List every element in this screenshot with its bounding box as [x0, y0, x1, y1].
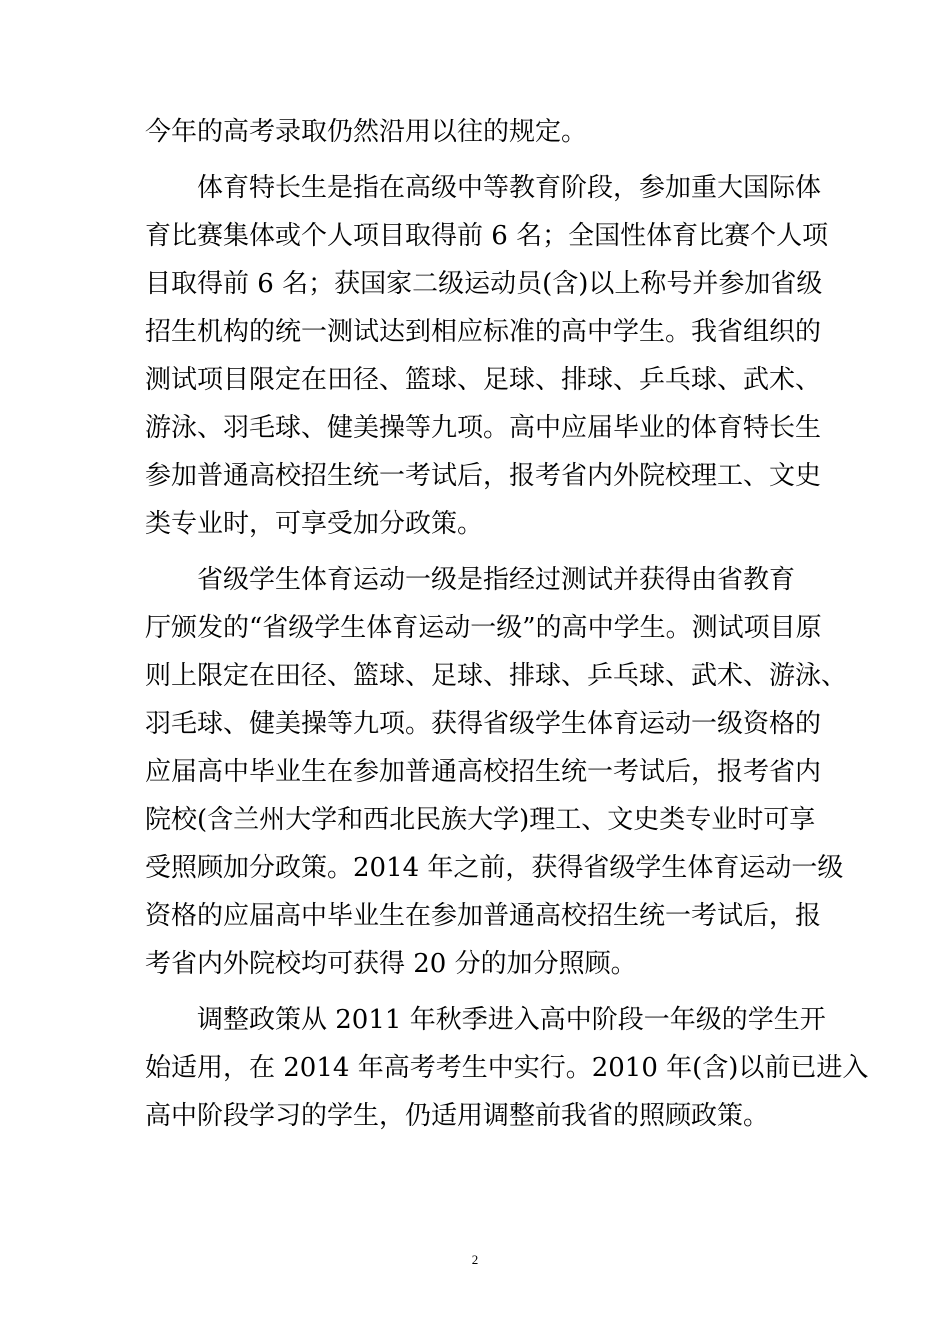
page-number: 2	[471, 1252, 479, 1267]
text-line: 游泳、羽毛球、健美操等九项。高中应届毕业的体育特长生	[145, 413, 822, 443]
text-line: 高中阶段学习的学生，仍适用调整前我省的照顾政策。	[145, 1101, 770, 1131]
text-line: 应届高中毕业生在参加普通高校招生统一考试后，报考省内	[145, 757, 822, 787]
paragraph-spacing	[145, 988, 807, 996]
text-line: 厅颁发的“省级学生体育运动一级”的高中学生。测试项目原	[145, 613, 822, 643]
text-line: 测试项目限定在田径、篮球、足球、排球、乒乓球、武术、	[145, 365, 822, 395]
text-line: 考省内外院校均可获得 20 分的加分照顾。	[145, 949, 637, 979]
text-line: 育比赛集体或个人项目取得前 6 名；全国性体育比赛个人项	[145, 221, 829, 251]
text-line: 体育特长生是指在高级中等教育阶段，参加重大国际体	[197, 173, 822, 203]
paragraph-3	[145, 556, 848, 988]
text-line: 参加普通高校招生统一考试后，报考省内外院校理工、文史	[145, 461, 822, 491]
paragraph-2	[145, 164, 829, 548]
text-line: 受照顾加分政策。2014 年之前，获得省级学生体育运动一级	[145, 853, 844, 883]
text-line: 今年的高考录取仍然沿用以往的规定。	[145, 117, 588, 147]
text-line: 始适用，在 2014 年高考考生中实行。2010 年(含)以前已进入	[145, 1053, 869, 1083]
paragraph-spacing	[145, 548, 807, 556]
text-line: 类专业时，可享受加分政策。	[145, 509, 484, 539]
text-line: 目取得前 6 名；获国家二级运动员(含)以上称号并参加省级	[145, 269, 823, 299]
text-line: 院校(含兰州大学和西北民族大学)理工、文史类专业时可享	[145, 805, 816, 835]
paragraph-4	[145, 996, 869, 1140]
text-line: 则上限定在田径、篮球、足球、排球、乒乓球、武术、游泳、	[145, 661, 848, 691]
text-line: 招生机构的统一测试达到相应标准的高中学生。我省组织的	[145, 317, 822, 347]
paragraph-spacing	[145, 156, 807, 164]
text-line: 调整政策从 2011 年秋季进入高中阶段一年级的学生开	[197, 1005, 826, 1035]
paragraph-1	[145, 108, 807, 156]
text-line: 羽毛球、健美操等九项。获得省级学生体育运动一级资格的	[145, 709, 822, 739]
text-line: 省级学生体育运动一级是指经过测试并获得由省教育	[197, 565, 796, 595]
document-body	[145, 108, 869, 1140]
text-line: 资格的应届高中毕业生在参加普通高校招生统一考试后，报	[145, 901, 822, 931]
